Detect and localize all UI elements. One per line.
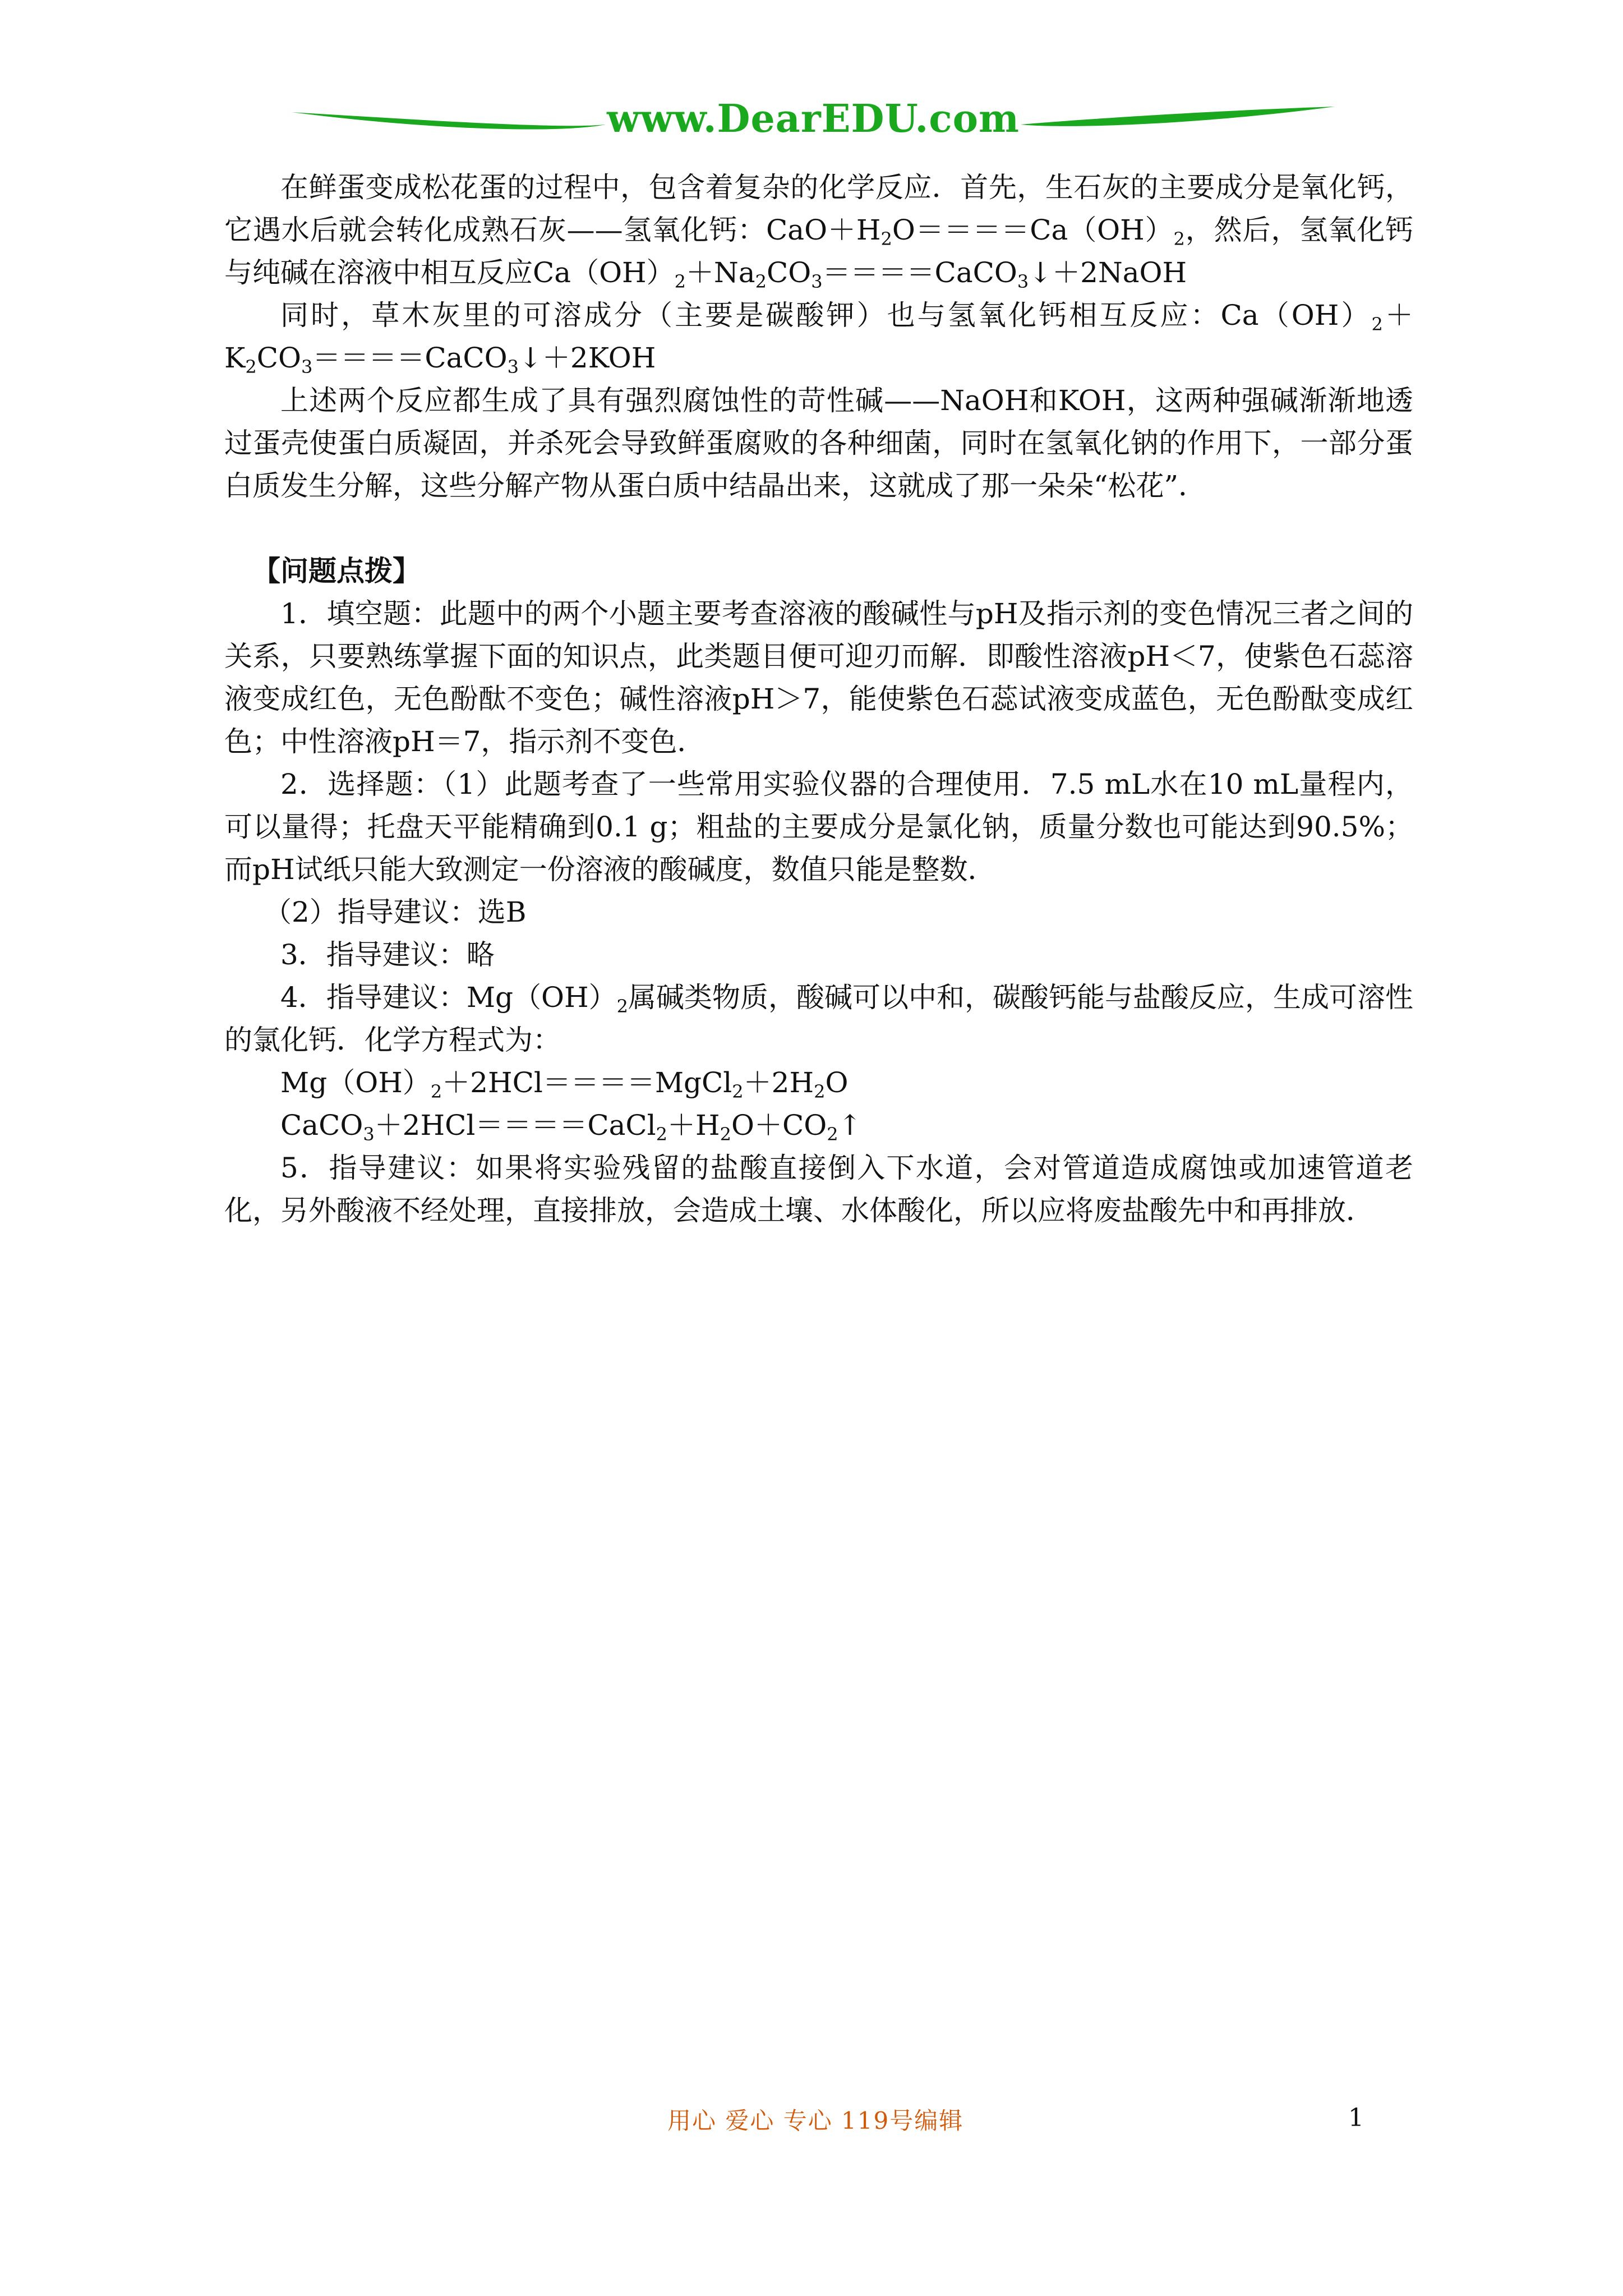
answer-5: 5．指导建议：如果将实验残留的盐酸直接倒入下水道，会对管道造成腐蚀或加速管道老化，另外酸液不经处理，直接排放，会造成土壤、水体酸化，所以应将废盐酸先中和再排放． [224, 1152, 1413, 1227]
section-title: 【问题点拨】 [252, 554, 421, 587]
page-number: 1 [1348, 2104, 1364, 2132]
paragraph-reaction-2: 同时，草木灰里的可溶成分（主要是碳酸钾）也与氢氧化钙相互反应：$Ca(OH)_2+K_2CO_3====CaCO_3↓+2KOH$ [224, 299, 1413, 378]
answer-4: 4．指导建议：$Mg(OH)_2$属碱类物质，酸碱可以中和，碳酸钙能与盐酸反应，生成可溶性的氯化钙．化学方程式为： [224, 981, 1414, 1056]
answer-3: 3．指导建议：略 [280, 938, 495, 971]
site-logo-text[interactable]: www.DearEDU.com [607, 96, 1020, 141]
equation-1: $Mg(OH)_2+2HCl====MgCl_2+2H_2O$ [280, 1066, 849, 1102]
document-body [224, 166, 1413, 1232]
answer-2: 2．选择题：（1）此题考查了一些常用实验仪器的合理使用．7.5 mL水在10 mL量程内，可以量得；托盘天平能精确到0.1 g；粗盐的主要成分是氯化钠，质量分数也可能达到90.5%；而pH试纸只能大致测定一份溶液的酸碱度，数值只能是整数． [224, 768, 1413, 886]
answer-2-sub: （2）指导建议：选B [264, 896, 527, 928]
paragraph-reaction-1: 在鲜蛋变成松花蛋的过程中，包含着复杂的化学反应．首先，生石灰的主要成分是氧化钙，它遇水后就会转化成熟石灰——氢氧化钙：$CaO+H_2O====Ca(OH)_2$，然后，氢氧化钙与纯碱在溶液中相互反应$Ca(OH)_2+Na_2CO_3====CaCO_3↓+2NaOH$ [224, 171, 1413, 292]
footer-editor-note: 用心 爱心 专心 119号编辑 [667, 2107, 964, 2134]
answer-1: 1．填空题：此题中的两个小题主要考查溶液的酸碱性与pH及指示剂的变色情况三者之间的关系，只要熟练掌握下面的知识点，此类题目便可迎刃而解．即酸性溶液pH＜7，使紫色石蕊溶液变成红色，无色酚酞不变色；碱性溶液pH＞7，能使紫色石蕊试液变成蓝色，无色酚酞变成红色；中性溶液pH＝7，指示剂不变色． [224, 597, 1413, 758]
site-header-banner [292, 90, 1335, 151]
equation-2: $CaCO_3+2HCl====CaCl_2+H_2O+CO_2↑$ [280, 1109, 862, 1145]
paragraph-explanation: 上述两个反应都生成了具有强烈腐蚀性的苛性碱——NaOH和KOH，这两种强碱渐渐地透过蛋壳使蛋白质凝固，并杀死会导致鲜蛋腐败的各种细菌，同时在氢氧化钠的作用下，一部分蛋白质发生分解，这些分解产物从蛋白质中结晶出来，这就成了那一朵朵“松花”． [224, 384, 1413, 502]
